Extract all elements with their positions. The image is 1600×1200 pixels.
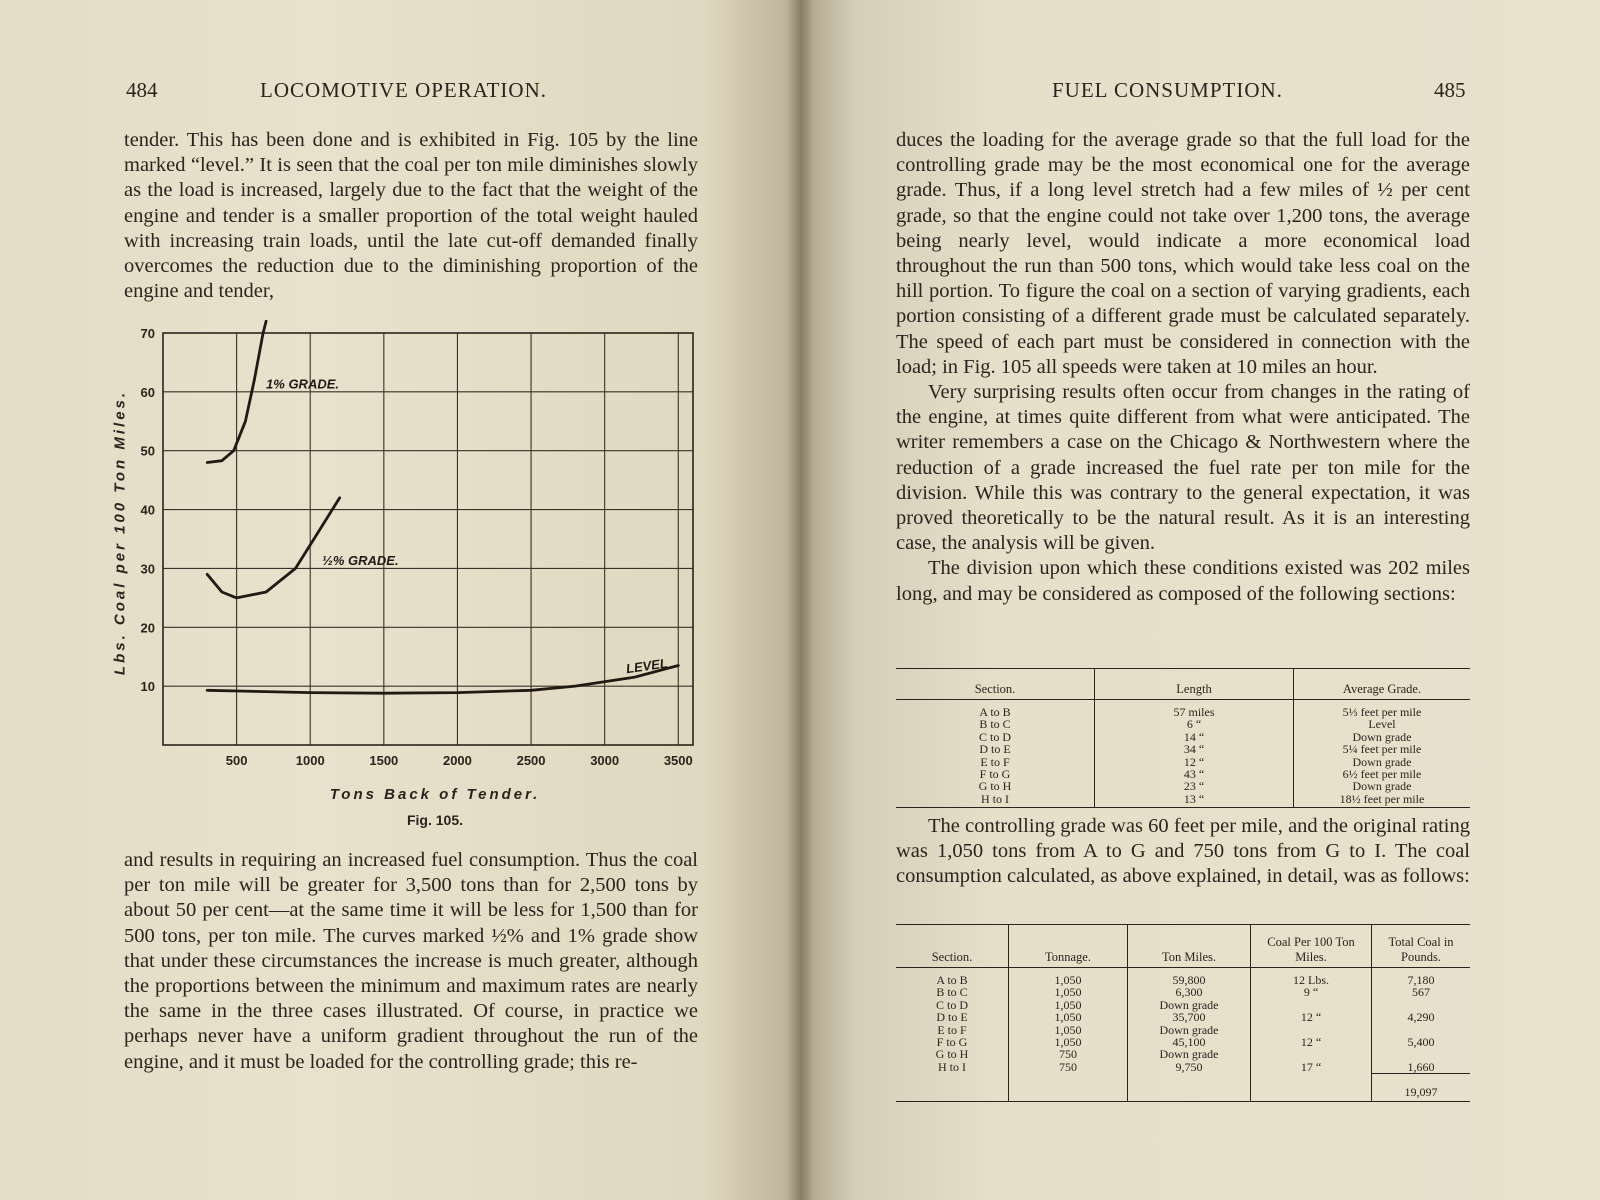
y-tick-label: 60 xyxy=(140,384,155,400)
right-paragraph-2: Very surprising results often occur from changes in the rating of the engine, at times quite different from what were anticipated. The writer remembers a case on the Chicago & Northwestern where the reduction of a grade increased the fuel rate per ton mile for the division. While this was contrary to the general expectation, it was proved theoretically to be the natural result. As it is an interesting case, the analysis will be given. xyxy=(896,381,1470,555)
table2-cell-total: 7,180 xyxy=(1407,973,1435,987)
y-tick-label: 40 xyxy=(140,502,155,518)
table2-cell-ton-miles: 9,750 xyxy=(1128,1061,1251,1074)
figure-caption: Fig. 105. xyxy=(406,812,464,828)
table2-cell-tonnage: 1,050 xyxy=(1009,999,1128,1011)
table2-total-empty xyxy=(1128,1074,1251,1101)
table2-total-empty xyxy=(1251,1074,1372,1101)
table2-header-ton-miles: Ton Miles. xyxy=(1128,925,1251,968)
x-tick-label: 500 xyxy=(225,753,248,768)
table1-cell-section: D to E xyxy=(896,743,1095,755)
table1-row xyxy=(896,780,1470,792)
table2-cell-coal-rate: 12 Lbs. xyxy=(1251,968,1372,987)
y-tick-label: 50 xyxy=(140,443,155,459)
table1-cell-length: 6 “ xyxy=(1095,718,1294,730)
x-tick-label: 1500 xyxy=(369,753,399,768)
table2-total-row xyxy=(896,1074,1470,1101)
table2-body xyxy=(896,968,1470,1102)
table1-cell-section: B to C xyxy=(896,718,1095,730)
table1-row xyxy=(896,793,1470,808)
table1-cell-length: 14 “ xyxy=(1095,731,1294,743)
table2-cell-tonnage: 1,050 xyxy=(1009,1024,1128,1036)
table2-header-section: Section. xyxy=(896,925,1009,968)
table2-total-empty xyxy=(896,1074,1009,1101)
right-paragraph-3: The division upon which these conditions existed was 202 miles long, and may be considered as composed of the following sections: xyxy=(896,557,1470,605)
table2-cell-section: H to I xyxy=(896,1061,1009,1074)
table2-cell-total: 567 xyxy=(1412,985,1430,1000)
table1-cell-section: C to D xyxy=(896,731,1095,743)
sections-table xyxy=(896,668,1470,808)
table1-cell-grade: Down grade xyxy=(1352,754,1412,769)
table2-row xyxy=(896,1011,1470,1023)
running-head-right: FUEL CONSUMPTION. xyxy=(1052,78,1283,102)
x-tick-label: 3500 xyxy=(663,753,693,768)
left-paragraph-top: tender. This has been done and is exhibited in Fig. 105 by the line marked “level.” It is seen that the coal per ton mile diminishes slowly as the load is increased, largely due to the fact that the weight of the engine and tender is a smaller proportion of the total weight hauled with increasing train loads, until the late cut-off demanded finally overcomes the reduction due to the diminishing proportion of the engine and tender, xyxy=(124,129,698,303)
table2-cell-coal-rate: 9 “ xyxy=(1251,986,1372,998)
table2-cell-section: A to B xyxy=(896,968,1009,987)
right-paragraph-4: The controlling grade was 60 feet per mile, and the original rating was 1,050 tons from A to G and 750 tons from G to I. The coal consumption calculated, as above explained, in detail, was as follows: xyxy=(896,815,1470,888)
label-1-percent-grade: 1% GRADE. xyxy=(266,376,340,392)
table2-cell-tonnage: 1,050 xyxy=(1009,968,1128,987)
x-tick-label: 2500 xyxy=(516,753,546,768)
table1-row xyxy=(896,718,1470,730)
table2-cell-tonnage: 1,050 xyxy=(1009,1011,1128,1023)
running-head-left: LOCOMOTIVE OPERATION. xyxy=(260,78,547,102)
table2-cell-ton-miles: 59,800 xyxy=(1128,968,1251,987)
table1-cell-grade: 5¼ feet per mile xyxy=(1342,742,1422,757)
table1-cell-section: F to G xyxy=(896,768,1095,780)
table2-cell-tonnage: 750 xyxy=(1009,1061,1128,1074)
table1-body xyxy=(896,700,1470,808)
table2-cell-section: E to F xyxy=(896,1024,1009,1036)
coal-consumption-table xyxy=(896,924,1470,1102)
table2-cell-ton-miles: Down grade xyxy=(1128,999,1251,1011)
right-text-top xyxy=(896,128,1470,607)
table2-cell-ton-miles: 45,100 xyxy=(1128,1036,1251,1048)
table2-cell-ton-miles: 6,300 xyxy=(1128,986,1251,998)
table2-cell-total: 4,290 xyxy=(1407,1010,1435,1025)
table2-cell-coal-rate: 12 “ xyxy=(1251,1036,1372,1048)
table1-cell-length: 13 “ xyxy=(1095,793,1294,808)
table1-cell-length: 12 “ xyxy=(1095,756,1294,768)
series-level xyxy=(207,666,678,694)
table1-cell-section: G to H xyxy=(896,780,1095,792)
table2-cell-section: D to E xyxy=(896,1011,1009,1023)
table1-cell-grade: Down grade xyxy=(1352,729,1412,744)
table2-cell-ton-miles: Down grade xyxy=(1128,1048,1251,1060)
y-tick-label: 20 xyxy=(140,620,155,636)
table1-cell-length: 57 miles xyxy=(1095,700,1294,719)
table2-cell-tonnage: 1,050 xyxy=(1009,986,1128,998)
table2-cell-ton-miles: Down grade xyxy=(1128,1024,1251,1036)
label-level: LEVEL xyxy=(625,655,669,677)
table1-cell-grade: Level xyxy=(1368,717,1396,732)
table2-row xyxy=(896,986,1470,998)
book-gutter xyxy=(786,0,814,1200)
x-tick-label: 3000 xyxy=(590,753,620,768)
chart-frame xyxy=(163,333,693,745)
table1-row xyxy=(896,700,1470,719)
table2-row xyxy=(896,968,1470,987)
table2-cell-total: 5,400 xyxy=(1407,1035,1435,1050)
label-half-percent-grade: ½% GRADE. xyxy=(322,552,399,568)
table2-cell-section: F to G xyxy=(896,1036,1009,1048)
fig-105-chart xyxy=(0,320,720,800)
table2-cell-section: G to H xyxy=(896,1048,1009,1060)
table1-cell-section: H to I xyxy=(896,793,1095,808)
table1-cell-grade: Down grade xyxy=(1352,779,1412,794)
table2-cell-total: 1,660 xyxy=(1407,1059,1435,1074)
table2-cell-coal-rate: 17 “ xyxy=(1251,1061,1372,1074)
table2-header-tonnage: Tonnage. xyxy=(1009,925,1128,968)
table1-cell-section: E to F xyxy=(896,756,1095,768)
table2-header-total-coal: Total Coal in Pounds. xyxy=(1372,925,1471,968)
table2-cell-ton-miles: 35,700 xyxy=(1128,1011,1251,1023)
table2-cell-tonnage: 1,050 xyxy=(1009,1036,1128,1048)
y-tick-label: 70 xyxy=(140,326,155,341)
series-half-percent-grade xyxy=(207,498,340,598)
table2-row xyxy=(896,1048,1470,1060)
table2-cell-coal-rate xyxy=(1251,1048,1372,1060)
table1-header-grade: Average Grade. xyxy=(1294,669,1471,700)
table2-row xyxy=(896,1061,1470,1074)
table2-cell-coal-rate: 12 “ xyxy=(1251,1011,1372,1023)
table2-cell-section: C to D xyxy=(896,999,1009,1011)
left-paragraph-bottom: and results in requiring an increased fuel consumption. Thus the coal per ton mile will be greater for 3,500 tons than for 2,500 tons by about 50 per cent—at the same time it will be less for 1,500 than for 500 tons, per ton mile. The curves marked ½% and 1% grade show that under these circumstances the increase is much greater, although the proportions between the minimum and maximum rates are nearly the same in the three cases illustrated. Of course, in practice we perhaps never have a uniform gradient throughout the run of the engine, and it must be loaded for the controlling grade; this re- xyxy=(124,849,698,1073)
right-text-middle xyxy=(896,814,1470,890)
table1-cell-grade: 18½ feet per mile xyxy=(1339,791,1425,806)
y-tick-label: 30 xyxy=(140,561,155,577)
table1-cell-grade: 6½ feet per mile xyxy=(1342,767,1422,782)
left-text-top xyxy=(124,128,698,304)
right-paragraph-1: duces the loading for the average grade so that the full load for the controlling grade may be the most economical one for the average grade. Thus, if a long level stretch had a few miles of ½ per cent grade, so that the engine could not take over 1,200 tons, the average being nearly level, would indicate a more economical load throughout the run than 500 tons, which would take less coal on the hill portion. To figure the coal on a section of varying gradients, each portion consisting of a different grade must be calculated separately. The speed of each part must be considered in connection with the load; in Fig. 105 all speeds were taken at 10 miles an hour. xyxy=(896,129,1470,378)
table1-cell-grade: 5⅓ feet per mile xyxy=(1342,705,1422,719)
table1-cell-length: 23 “ xyxy=(1095,780,1294,792)
table2-cell-tonnage: 750 xyxy=(1009,1048,1128,1060)
y-tick-label: 10 xyxy=(140,679,155,695)
table2-total: 19,097 xyxy=(1372,1074,1471,1101)
right-page xyxy=(800,0,1600,1200)
table2-header-coal-per-100: Coal Per 100 Ton Miles. xyxy=(1251,925,1372,968)
table1-cell-section: A to B xyxy=(896,700,1095,719)
left-text-bottom xyxy=(124,848,698,1075)
x-tick-label: 1000 xyxy=(295,753,325,768)
table1-header-section: Section. xyxy=(896,669,1095,700)
chart-y-axis-label: Lbs. Coal per 100 Ton Miles. xyxy=(111,389,129,676)
table1-cell-length: 34 “ xyxy=(1095,743,1294,755)
page-number-left: 484 xyxy=(126,78,158,102)
page-number-right: 485 xyxy=(1434,78,1466,102)
table2-cell-section: B to C xyxy=(896,986,1009,998)
table1-cell-length: 43 “ xyxy=(1095,768,1294,780)
x-tick-label: 2000 xyxy=(442,753,472,768)
table1-header-length: Length xyxy=(1095,669,1294,700)
table2-cell-total xyxy=(1372,1048,1471,1060)
table2-total-empty xyxy=(1009,1074,1128,1101)
chart-x-axis-label: Tons Back of Tender. xyxy=(329,786,541,803)
table1-row xyxy=(896,743,1470,755)
